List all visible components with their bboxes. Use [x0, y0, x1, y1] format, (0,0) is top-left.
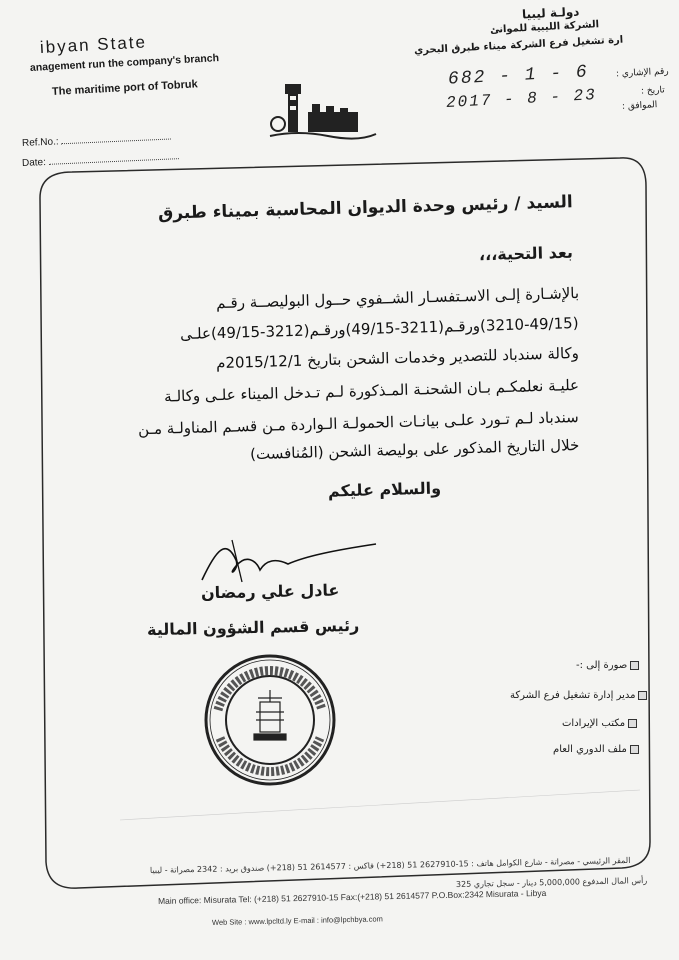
cc-checkbox-1 [630, 661, 639, 670]
body-line-6: خلال التاريخ المذكور على بوليصة الشحن (المُنافست) [249, 436, 580, 464]
header-arabic-line3: ارة تشغيل فرع الشركة ميناء طبرق البحري [413, 34, 624, 57]
footer-web: Web Site : www.lpcltd.ly E-mail : info@lpchbya.com [211, 914, 383, 927]
stamp-center-emblem [254, 690, 286, 740]
corr-label-ar: الموافق : [621, 100, 658, 112]
ship-shape [308, 112, 358, 132]
ref-label-text: Ref.No.: [21, 136, 59, 149]
date-value: 2017 - 8 - 23 [445, 86, 598, 112]
signer-name: عادل علي رمضان [200, 580, 340, 603]
footer-capital: رأس المال المدفوع 5,000,000 دينار - سجل تجاري 325 [455, 875, 648, 889]
salutation: السيد / رئيس وحدة الديوان المحاسبة بميناء طبرق [157, 192, 574, 224]
ref-dotted-line [61, 138, 171, 144]
cc-item-1: صورة إلى :- [576, 660, 639, 671]
date-label-ar: تاريخ : [640, 85, 666, 97]
body-line-3: وكالة سندباد للتصدير وخدمات الشحن بتاريخ 2015/12/1م [215, 344, 580, 373]
signer-title: رئيس قسم الشؤون المالية [146, 615, 360, 640]
date-label [22, 151, 179, 169]
cc-checkbox-4 [630, 745, 639, 754]
ref-label [22, 131, 172, 149]
cc-checkbox-3 [628, 719, 637, 728]
closing: والسلام عليكم [327, 478, 442, 501]
cc-item-3: مكتب الإيرادات [562, 718, 637, 729]
body-line-5: سندباد لـم تـورد علـى بيانـات الحمولـة الـواردة مـن قسـم المناولـة مـن [138, 408, 580, 439]
body-line-4: عليـة نعلمكـم بـان الشحنـة المـذكورة لـم تـدخل الميناء علـى وكالـة [163, 376, 580, 406]
port-logo [268, 78, 378, 140]
anchor-emblem [271, 117, 285, 131]
header-english-line2: anagement run the company's branch [29, 52, 220, 74]
date-label-text: Date: [21, 156, 47, 169]
cc-checkbox-2 [638, 691, 647, 700]
header-english-line3: The maritime port of Tobruk [51, 78, 198, 98]
cc-item-2: مدير إدارة تشغيل فرع الشركة [510, 690, 647, 701]
header-arabic-line2: الشركة الليبية للموانئ [489, 19, 600, 36]
ref-value: 682 - 1 - 6 [447, 62, 590, 90]
footer-arabic-address: المقر الرئيسي - مصراتة - شارع الكوامل هاتف : 15-2627910 51 (218+) فاكس : 2614577 51 (218+) صندوق بريد : 2342 مصراتة - ليبيا [149, 855, 631, 875]
body-line-1: بالإشـارة إلـى الاسـتفسـار الشــفوي حــول البوليصــة رقـم [215, 284, 580, 313]
body-line-2: (3210-49/15)ورقـم(3211-49/15)ورقـم(3212-49/15)علـى [180, 314, 580, 344]
date-dotted-line [49, 158, 179, 165]
header-english-line1: ibyan State [39, 32, 148, 57]
official-stamp [200, 650, 340, 790]
ref-label-ar: رقم الإشاري : [616, 66, 670, 80]
header-arabic-line1: دولـة ليبيا [521, 4, 580, 22]
greeting: بعد التحية،،، [478, 242, 574, 265]
cc-item-4: ملف الدوري العام [553, 744, 639, 755]
footer-main-office: Main office: Misurata Tel: (+218) 51 2627910-15 Fax:(+218) 51 2614577 P.O.Box:2342 Misurata - Libya [157, 887, 547, 906]
